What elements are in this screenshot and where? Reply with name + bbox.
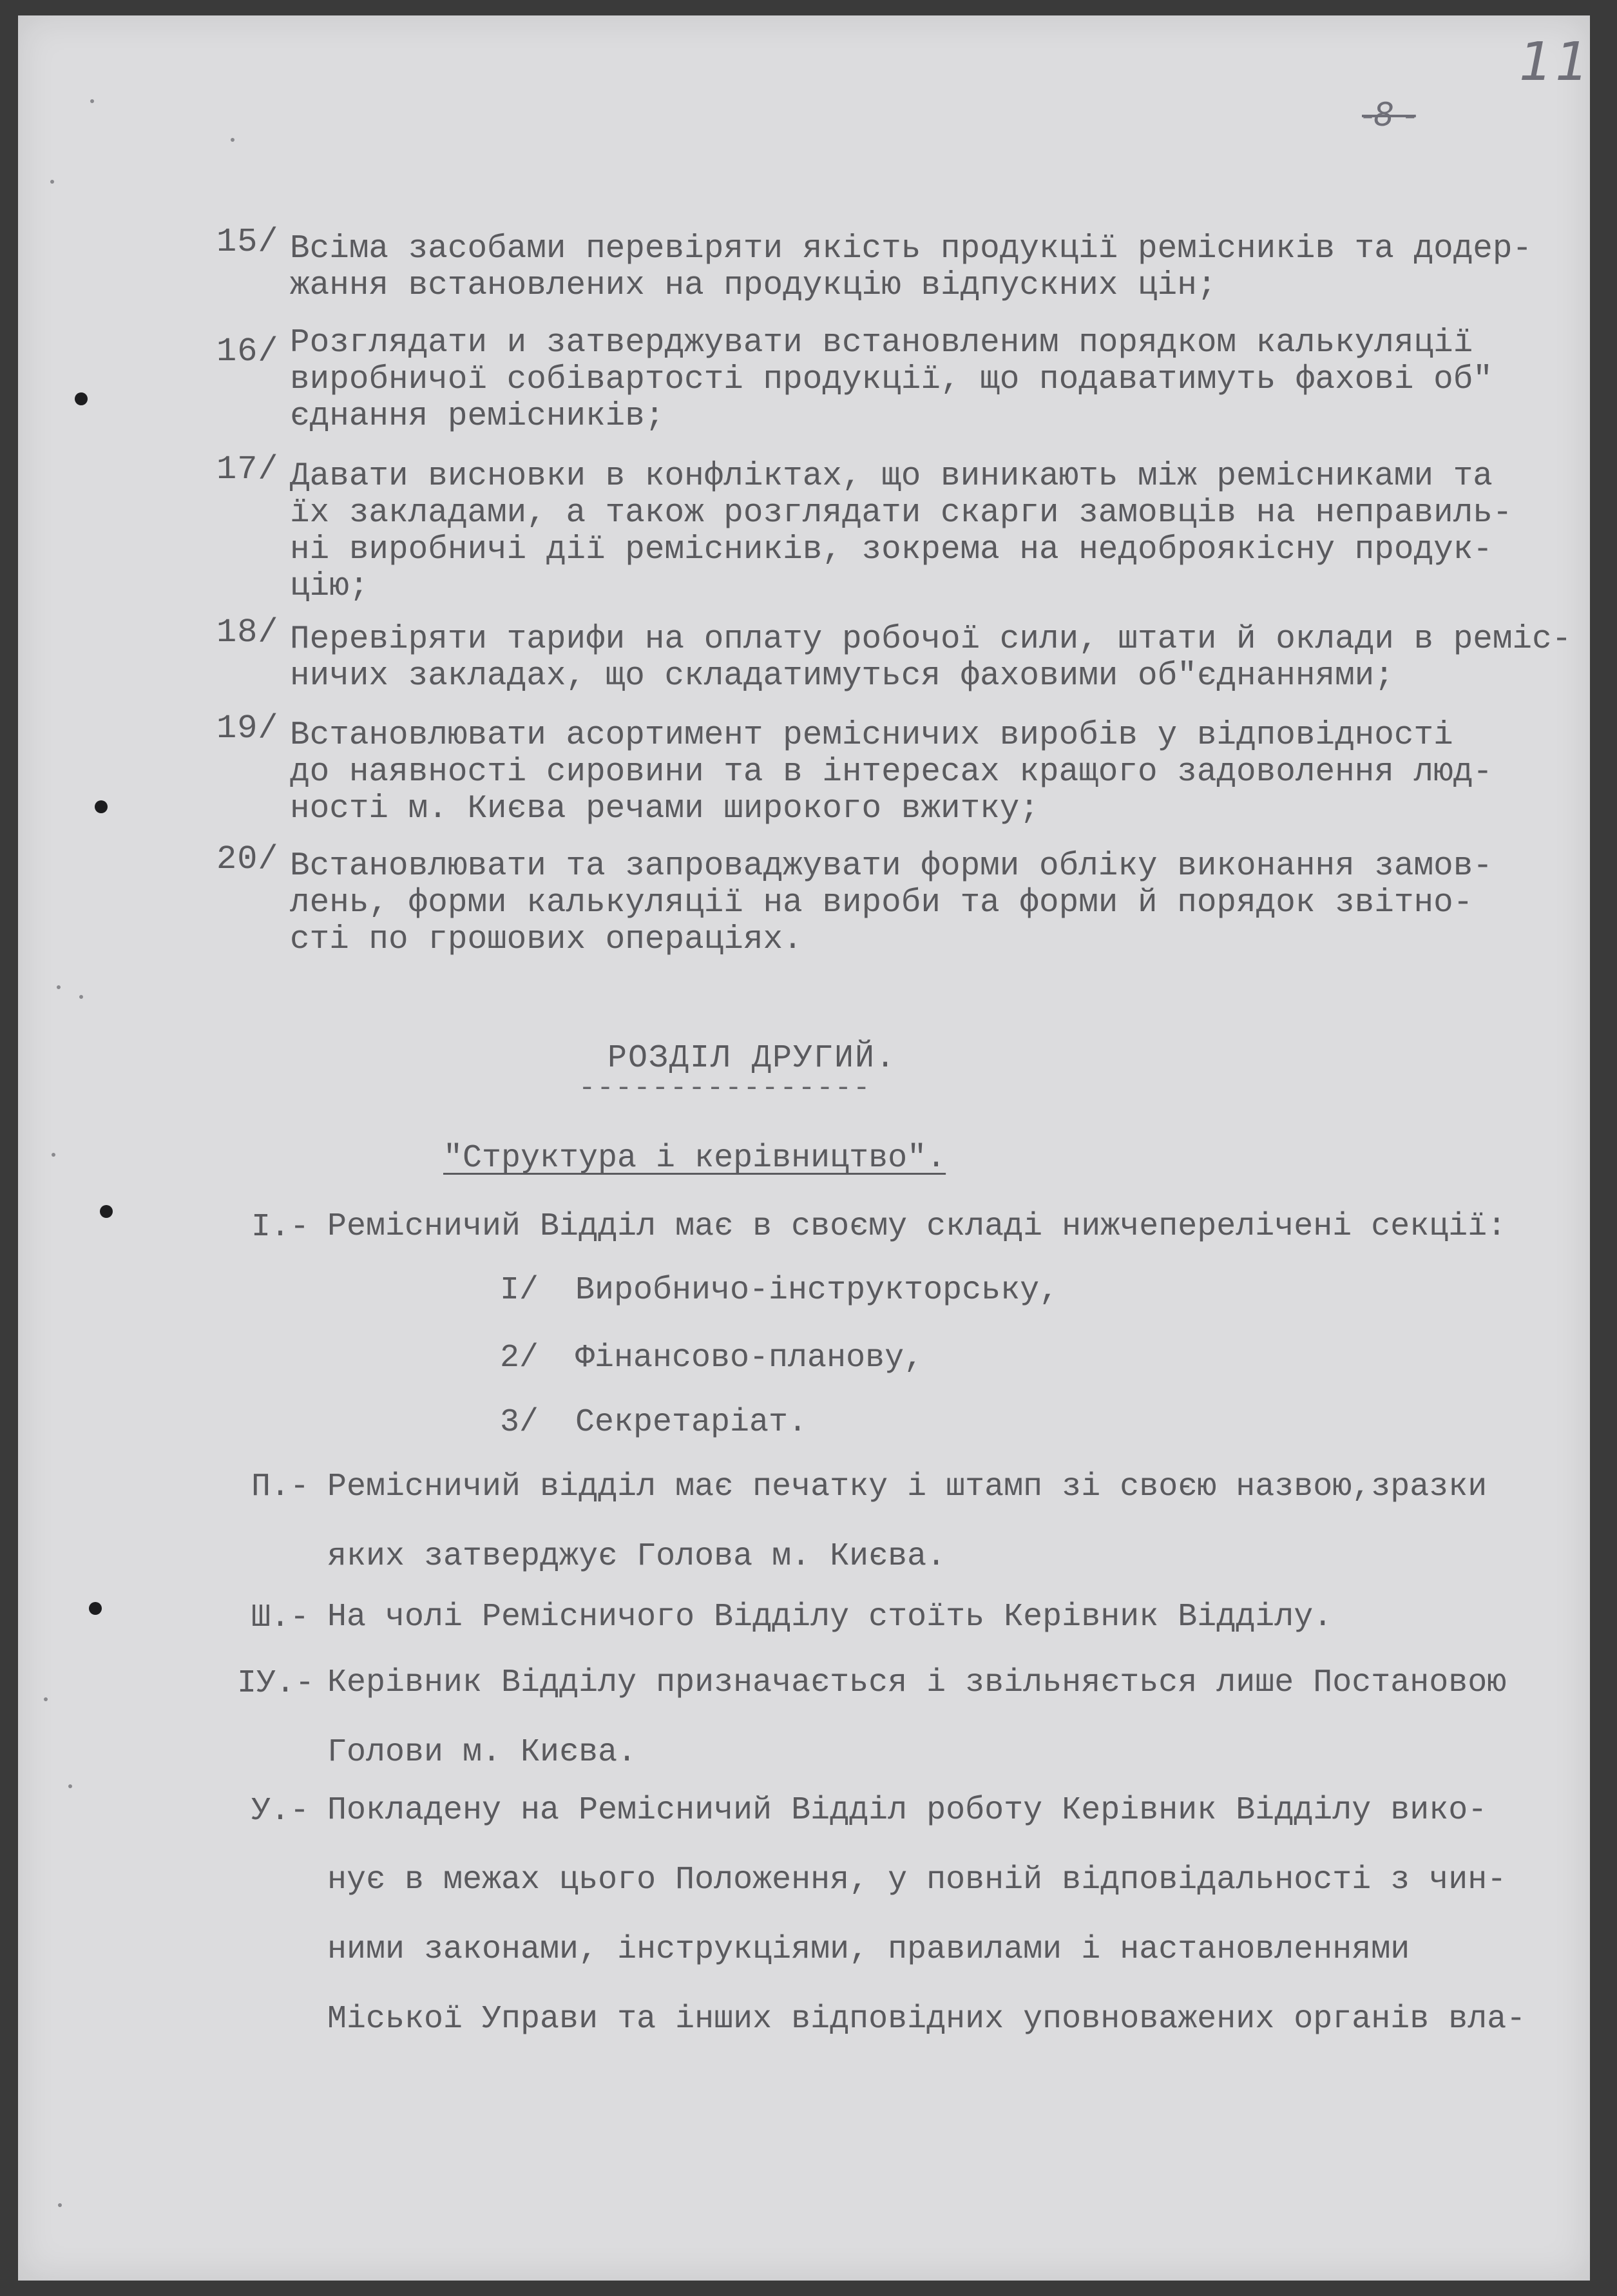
archive-number: 11 <box>1519 32 1592 93</box>
item-number: 17/ <box>216 450 279 488</box>
paragraph-line: На чолі Ремісничого Відділу стоїть Керівник Відділу. <box>327 1599 1333 1635</box>
item-line: Перевіряти тарифи на оплату робочої сили, штати й оклади в реміс- <box>290 621 1572 658</box>
item-line: лень, форми калькуляції на вироби та форми й порядок звітно- <box>290 885 1473 921</box>
paragraph-number: У.- <box>251 1793 310 1829</box>
paragraph-line: Керівник Відділу призначається і звільняється лише Постановою <box>327 1664 1507 1701</box>
subitem-number: 3/ <box>500 1404 539 1441</box>
speck <box>52 1153 55 1157</box>
paragraph-number: I.- <box>251 1209 310 1246</box>
speck <box>44 1697 48 1701</box>
section-title: РОЗДІЛ ДРУГИЙ. <box>608 1040 897 1077</box>
speck <box>68 1784 72 1788</box>
paragraph-text <box>327 1776 1526 2054</box>
paragraph-line: Ремісничий Відділ має в своєму складі нижчеперелічені секції: <box>327 1208 1507 1245</box>
paragraph-text <box>327 1648 1506 1788</box>
item-line: виробничої собівартості продукції, що подаватимуть фахові об" <box>290 362 1493 398</box>
page-number <box>1362 96 1416 133</box>
item-line: ні виробничі дії ремісників, зокрема на недоброякісну продук- <box>290 532 1493 568</box>
item-number: 15/ <box>216 223 279 261</box>
paragraph-line: яких затверджує Голова м. Києва. <box>327 1538 946 1575</box>
item-number: 19/ <box>216 709 279 748</box>
punch-hole-4 <box>89 1602 102 1615</box>
paragraph-text <box>327 1192 1506 1262</box>
item-text <box>290 621 1571 695</box>
speck <box>50 180 54 184</box>
item-text <box>290 458 1513 605</box>
item-line: Давати висновки в конфліктах, що виникають між ремісниками та <box>290 458 1493 495</box>
item-line: єднання ремісників; <box>290 398 665 435</box>
punch-hole-3 <box>100 1205 113 1218</box>
subitem-number: I/ <box>500 1272 539 1309</box>
paragraph-text <box>327 1583 1332 1652</box>
item-text <box>290 231 1532 304</box>
item-line: ності м. Києва речами широкого вжитку; <box>290 791 1039 827</box>
paragraph-number: П.- <box>251 1469 310 1505</box>
paragraph-line: Ремісничий відділ має печатку і штамп зі своєю назвою,зразки <box>327 1469 1488 1505</box>
item-line: Всіма засобами перевіряти якість продукції ремісників та додер- <box>290 231 1533 267</box>
item-line: Встановлювати асортимент ремісничих виробів у відповідності <box>290 717 1453 754</box>
speck <box>57 985 61 989</box>
subitem-text: Секретаріат. <box>575 1404 808 1441</box>
item-text <box>290 325 1493 435</box>
paragraph-line: Міської Управи та інших відповідних уповноважених органів вла- <box>327 2001 1526 2038</box>
item-text <box>290 848 1493 958</box>
speck <box>231 138 234 142</box>
item-line: Розглядати и затверджувати встановленим порядком калькуляції <box>290 325 1473 362</box>
item-number: 18/ <box>216 613 279 651</box>
item-line: сті по грошових операціях. <box>290 921 803 958</box>
section-title-underline: ---------------- <box>579 1072 872 1105</box>
item-line: жання встановлених на продукцію відпускних цін; <box>290 267 1217 304</box>
page-number-text: -8 - <box>1362 96 1416 133</box>
item-line: цію; <box>290 568 369 605</box>
speck <box>90 99 94 103</box>
paragraph-line: нує в межах цього Положення, у повній відповідальності з чин- <box>327 1862 1507 1898</box>
item-line: ничих закладах, що складатимуться фаховими об"єднаннями; <box>290 658 1394 695</box>
punch-hole-1 <box>75 392 88 405</box>
item-line: їх закладами, а також розглядати скарги замовців на неправиль- <box>290 495 1513 532</box>
paragraph-text <box>327 1452 1487 1592</box>
subitem-text: Фінансово-планову, <box>575 1340 924 1376</box>
paragraph-line: Голови м. Києва. <box>327 1734 637 1771</box>
speck <box>58 2203 62 2207</box>
document-page <box>18 15 1590 2281</box>
paragraph-line: ними законами, інструкціями, правилами і настановленнями <box>327 1931 1410 1968</box>
paragraph-number: Ш.- <box>251 1599 310 1636</box>
item-number: 20/ <box>216 840 279 878</box>
speck <box>79 995 83 999</box>
item-number: 16/ <box>216 333 279 371</box>
paragraph-number: IУ.- <box>237 1665 315 1702</box>
subitem-text: Виробничо-інструкторську, <box>575 1272 1059 1309</box>
item-line: Встановлювати та запроваджувати форми обліку виконання замов- <box>290 848 1493 885</box>
item-line: до наявності сировини та в інтересах кращого задоволення люд- <box>290 754 1493 791</box>
subitem-number: 2/ <box>500 1340 539 1376</box>
paragraph-line: Покладену на Ремісничий Відділ роботу Керівник Відділу вико- <box>327 1792 1488 1829</box>
section-subtitle: "Структура і керівництво". <box>443 1140 946 1177</box>
item-text <box>290 717 1493 827</box>
punch-hole-2 <box>95 800 108 813</box>
